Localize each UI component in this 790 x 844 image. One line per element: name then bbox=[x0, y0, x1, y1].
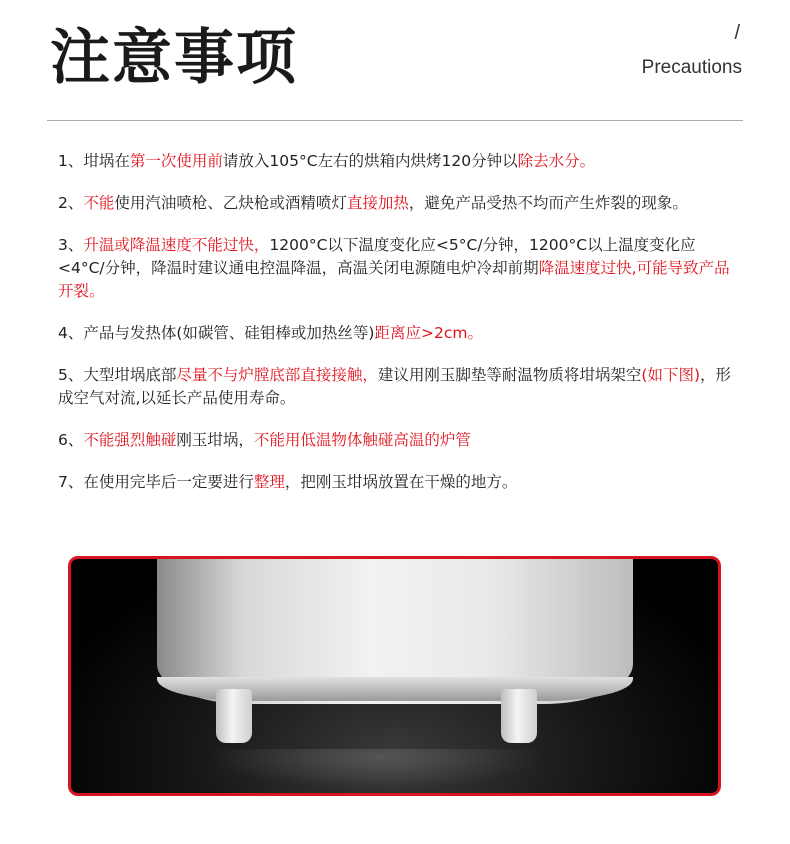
note-4-part-1: 4、产品与发热体(如碳管、硅钼棒或加热丝等) bbox=[58, 324, 375, 342]
note-1-part-3: 请放入105°C左右的烘箱内烘烤120分钟以 bbox=[222, 152, 518, 170]
note-5-part-2: 尽量不与炉膛底部直接接触， bbox=[176, 366, 378, 384]
note-2-part-5: ，避免产品受热不均而产生炸裂的现象。 bbox=[408, 194, 688, 212]
floor-reflection bbox=[206, 749, 546, 789]
note-6-part-3: 刚玉坩埚， bbox=[176, 431, 254, 449]
note-3-part-1: 3、 bbox=[58, 236, 84, 254]
note-5-part-1: 5、大型坩埚底部 bbox=[58, 366, 177, 384]
note-5-part-5: ，形成空气对流,以延长产品使用寿命。 bbox=[58, 366, 732, 407]
note-2-part-3: 使用汽油喷枪、乙炔枪或酒精喷灯 bbox=[114, 194, 347, 212]
note-2-part-4: 直接加热 bbox=[346, 194, 409, 212]
note-2 bbox=[58, 192, 738, 215]
note-5-part-3: 建议用刚玉脚垫等耐温物质将坩埚架空 bbox=[377, 366, 642, 384]
header-divider bbox=[47, 120, 743, 121]
crucible-leg-left bbox=[216, 689, 252, 743]
note-5-part-4: (如下图) bbox=[641, 366, 701, 384]
note-6-part-1: 6、 bbox=[58, 431, 84, 449]
note-4 bbox=[58, 322, 738, 345]
note-5 bbox=[58, 364, 738, 410]
note-7-part-3: ，把刚玉坩埚放置在干燥的地方。 bbox=[284, 473, 518, 491]
note-3 bbox=[58, 234, 738, 303]
note-7-part-2: 整理 bbox=[253, 473, 285, 491]
note-1-part-4: 除去水分。 bbox=[517, 152, 596, 170]
note-3-part-2: 升温或降温速度不能过快， bbox=[83, 236, 270, 254]
note-6-part-4: 不能用低温物体触碰高温的炉管 bbox=[253, 431, 471, 449]
note-3-part-3: 1200°C以下温度变化应<5°C/分钟，1200°C以上温度变化应<4°C/分钟，降温时建议通电控温降温，高温关闭电源随电炉冷却前期 bbox=[58, 236, 696, 277]
note-1 bbox=[58, 150, 738, 173]
note-4-part-2: 距离应>2cm。 bbox=[374, 324, 483, 342]
note-7 bbox=[58, 471, 738, 494]
note-6 bbox=[58, 429, 738, 452]
title-slash: / bbox=[734, 22, 740, 44]
note-7-part-1: 7、在使用完毕后一定要进行 bbox=[58, 473, 254, 491]
page-subtitle: Precautions bbox=[641, 57, 742, 78]
crucible-photo bbox=[68, 556, 721, 796]
precautions-list bbox=[58, 150, 738, 513]
page-title: 注意事项 bbox=[50, 23, 298, 93]
crucible-leg-right bbox=[501, 689, 537, 743]
note-2-part-2: 不能 bbox=[83, 194, 115, 212]
note-1-part-1: 1、坩埚在 bbox=[58, 152, 130, 170]
note-3-part-4: 降温速度过快,可能导致产品开裂。 bbox=[58, 259, 730, 300]
note-1-part-2: 第一次使用前 bbox=[129, 152, 223, 170]
note-6-part-2: 不能强烈触碰 bbox=[83, 431, 177, 449]
note-2-part-1: 2、 bbox=[58, 194, 84, 212]
